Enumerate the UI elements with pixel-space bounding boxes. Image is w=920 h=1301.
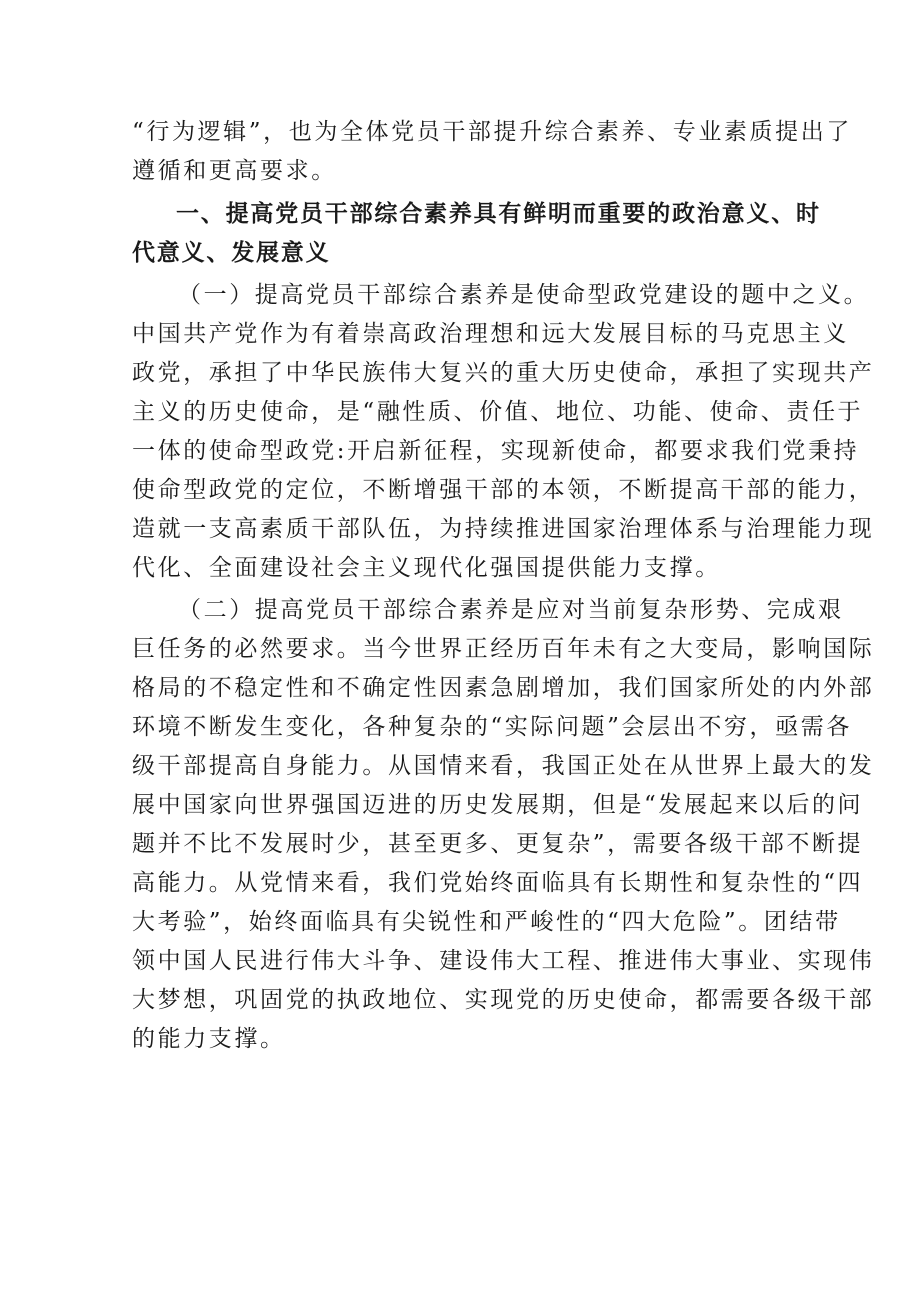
text-line: 遵循和更高要求。 xyxy=(132,158,337,184)
paragraph-2 xyxy=(132,591,875,1059)
heading-line: 代意义、发展意义 xyxy=(132,240,331,266)
text-line: “行为逻辑”，也为全体党员干部提升综合素养、专业素质提出了 xyxy=(132,119,852,145)
text-line: 格局的不稳定性和不确定性因素急剧增加，我们国家所处的内外部 xyxy=(132,675,875,701)
heading-line: 一、提高党员干部综合素养具有鲜明而重要的政治意义、时 xyxy=(176,201,821,227)
text-line: 中国共产党作为有着崇高政治理想和远大发展目标的马克思主义 xyxy=(132,321,849,347)
text-line: 高能力。从党情来看，我们党始终面临具有长期性和复杂性的“四 xyxy=(132,870,864,896)
text-line: 的能力支撑。 xyxy=(132,1026,286,1052)
text-line: （一）提高党员干部综合素养是使命型政党建设的题中之义。 xyxy=(178,282,870,308)
text-line: 领中国人民进行伟大斗争、建设伟大工程、推进伟大事业、实现伟 xyxy=(132,948,875,974)
section-heading xyxy=(132,195,821,273)
text-line: 造就一支高素质干部队伍，为持续推进国家治理体系与治理能力现 xyxy=(132,516,875,542)
text-line: 巨任务的必然要求。当今世界正经历百年未有之大变局，影响国际 xyxy=(132,636,875,662)
text-line: 一体的使命型政党:开启新征程，实现新使命，都要求我们党秉持 xyxy=(132,438,860,464)
text-line: 政党，承担了中华民族伟大复兴的重大历史使命，承担了实现共产 xyxy=(132,360,875,386)
paragraph-1 xyxy=(132,276,875,588)
text-line: 代化、全面建设社会主义现代化强国提供能力支撑。 xyxy=(132,555,721,581)
text-line: 环境不断发生变化，各种复杂的“实际问题”会层出不穷，亟需各 xyxy=(132,714,852,740)
text-line: 题并不比不发展时少，甚至更多、更复杂”，需要各级干部不断提 xyxy=(132,831,864,857)
text-line: 使命型政党的定位，不断增强干部的本领，不断提高干部的能力， xyxy=(132,477,875,503)
text-line: 大考验”，始终面临具有尖锐性和严峻性的“四大危险”。团结带 xyxy=(132,909,841,935)
document-body xyxy=(132,113,875,1059)
text-line: 大梦想，巩固党的执政地位、实现党的历史使命，都需要各级干部 xyxy=(132,987,875,1013)
text-line: 主义的历史使命，是“融性质、价值、地位、功能、使命、责任于 xyxy=(132,399,864,425)
text-line: （二）提高党员干部综合素养是应对当前复杂形势、完成艰 xyxy=(178,597,844,623)
text-line: 级干部提高自身能力。从国情来看，我国正处在从世界上最大的发 xyxy=(132,753,875,779)
text-line: 展中国家向世界强国迈进的历史发展期，但是“发展起来以后的问 xyxy=(132,792,864,818)
intro-paragraph xyxy=(132,113,852,191)
